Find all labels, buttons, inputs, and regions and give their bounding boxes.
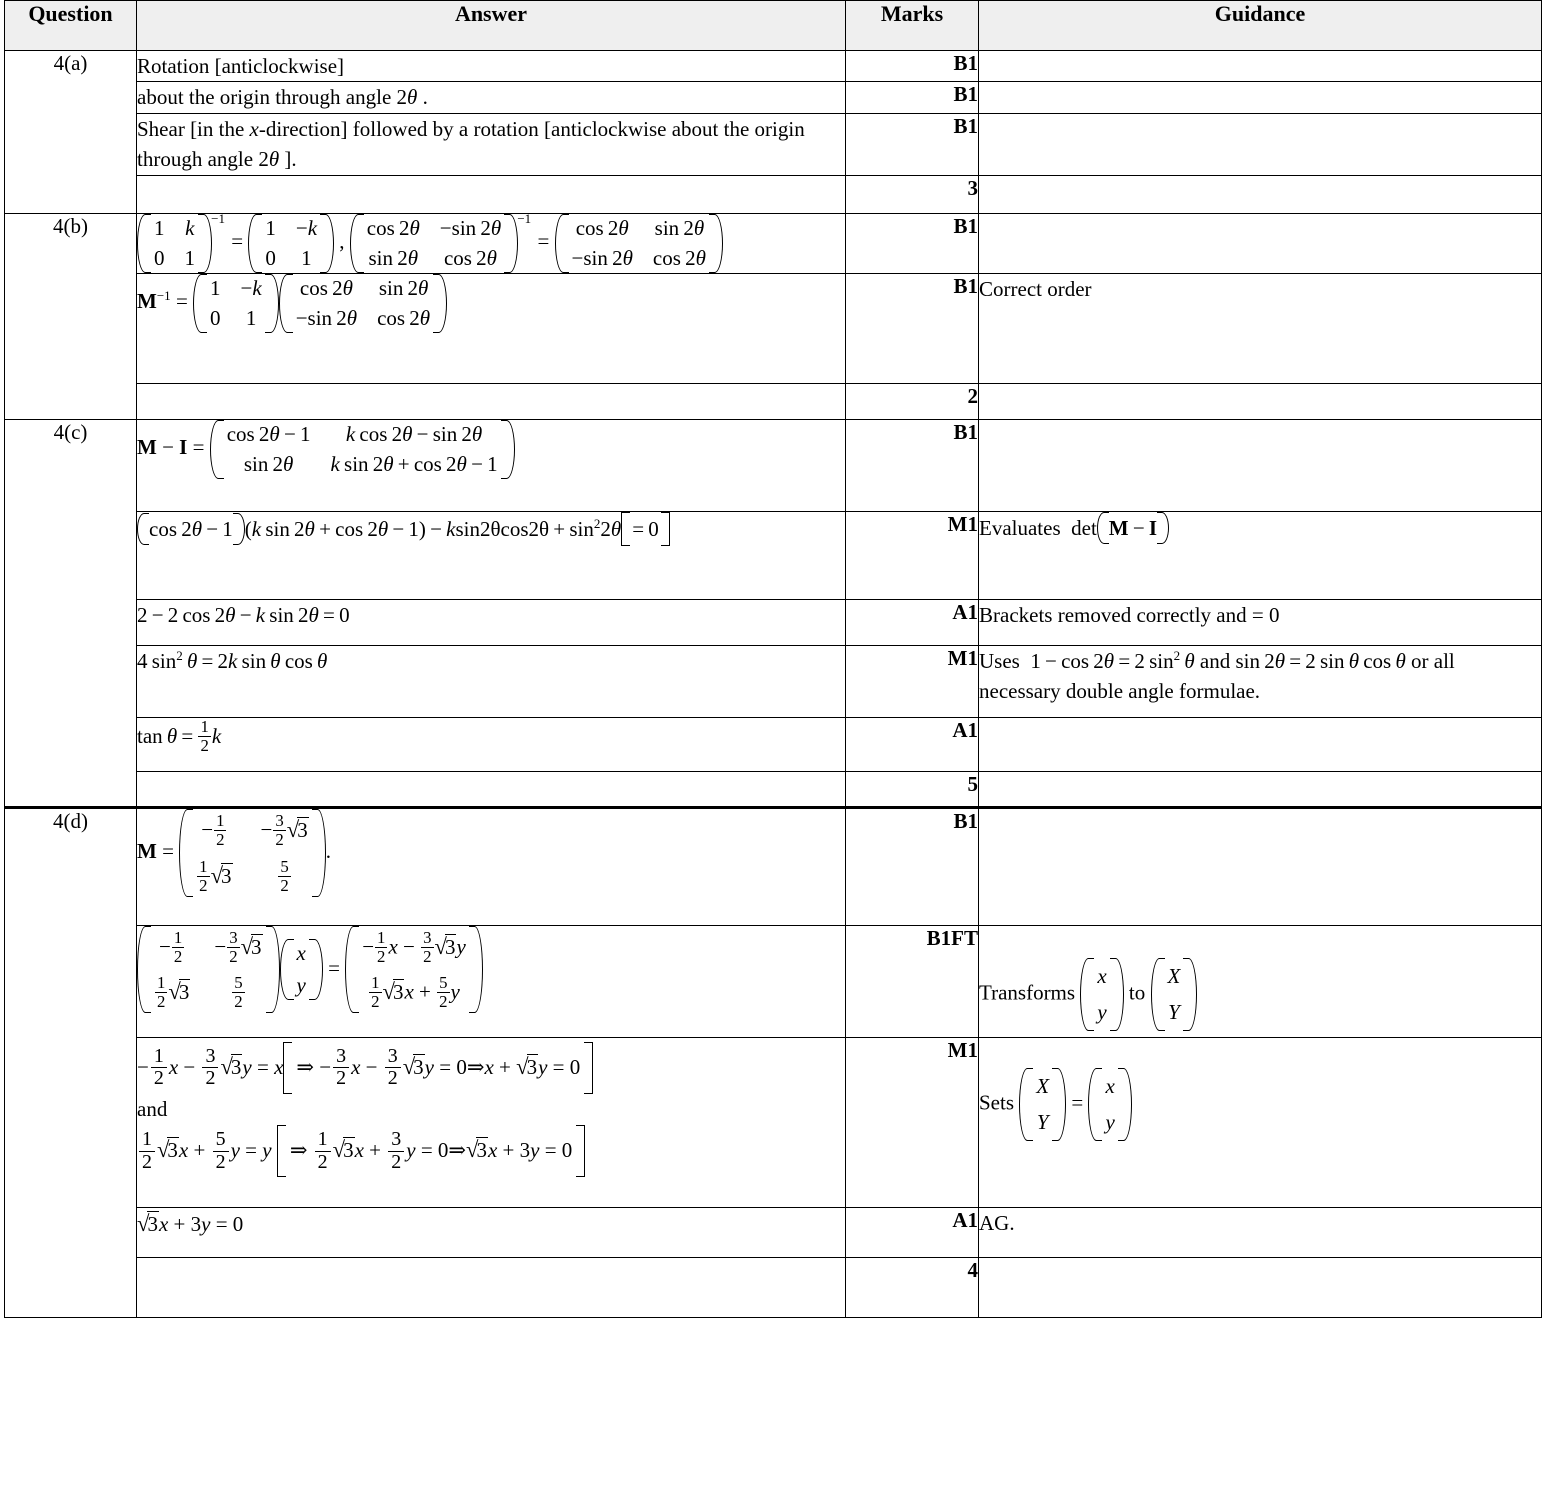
question-label-4c: 4(c): [5, 419, 137, 807]
guidance-text-sets: Sets: [979, 1090, 1015, 1115]
marks-cell: B1: [846, 273, 979, 383]
marks-cell: M1: [846, 1037, 979, 1207]
table-row-total: [5, 1257, 1542, 1317]
matrix-vector-product: − $\frac{1}{2}$ − $\frac{3}{2}$ √3 $\frac{1}{2}$ √3 $\frac{5}{2}$ x y = − $\frac{1}{2}$ x − $\frac{3}{2}$ √3y $\frac{1}{2}$ √3x + $\frac{5}{2}$ y: [137, 956, 483, 980]
table-row: [5, 1207, 1542, 1257]
guidance-cell: [979, 771, 1542, 807]
answer-cell: [137, 645, 846, 717]
guidance-cell: [979, 383, 1542, 419]
answer-cell: [137, 511, 846, 599]
answer-cell: [137, 419, 846, 511]
guidance-cell: [979, 213, 1542, 273]
determinant-expansion: cos 2θ − 1 (k $\sin 2\theta + \cos 2\theta - 1) - ksin2\theta\cos 2\theta + \sin^22\theta = 0$: [137, 517, 670, 541]
guidance-cell: Uses 1 − cos 2θ = 2 $\sin^2 \theta$ and sin 2θ = 2 sin θ cos θ or all necessary double angle formulae.: [979, 645, 1542, 717]
answer-cell: [137, 273, 846, 383]
simplified-equation: 2 − 2 cos 2θ − k sin 2θ = 0: [137, 602, 350, 627]
marks-cell: B1FT: [846, 925, 979, 1037]
column-header-question: Question: [5, 1, 137, 51]
marks-cell: B1: [846, 51, 979, 82]
matrix-inverse-identities: 1 k 0 1 −1 = 1 −k 0 1 , cos 2θ −sin 2θ sin 2θ cos 2θ −1 = cos 2θ sin 2θ −sin 2θ cos 2θ: [137, 229, 723, 253]
m-minus-i-matrix: M − I = cos 2θ − 1 k cos 2θ − sin 2θ sin 2θ k sin 2θ + cos 2θ − 1: [137, 435, 515, 459]
marks-cell: A1: [846, 599, 979, 645]
column-header-guidance: Guidance: [979, 1, 1542, 51]
guidance-cell: Sets X Y = x y: [979, 1037, 1542, 1207]
marks-cell: B1: [846, 113, 979, 175]
guidance-cell: Transforms x y to X Y: [979, 925, 1542, 1037]
table-row: [5, 51, 1542, 82]
answer-cell: [137, 383, 846, 419]
final-answer-equation: √3x + 3y = 0: [137, 1210, 244, 1236]
tan-theta-result: tan θ = $\frac{1}{2}$ k: [137, 716, 222, 755]
answer-text: Rotation [anticlockwise]: [137, 54, 345, 78]
answer-text-prefix: Shear [in the: [137, 116, 250, 141]
table-row: [5, 113, 1542, 175]
answer-cell: [137, 717, 846, 771]
equation-second-component: $\frac{1}{2}$ √3x + $\frac{5}{2}$ y = y ⇒ $\frac{1}{2}$ √3x + $\frac{3}{2}$ y = 0⇒√3x + 3y = 0: [137, 1125, 845, 1177]
answer-cell: [137, 599, 846, 645]
table-header-row: [5, 1, 1542, 51]
table-row-total: [5, 383, 1542, 419]
table-row: [5, 419, 1542, 511]
table-row: [5, 717, 1542, 771]
answer-cell: [137, 51, 846, 82]
table-row: [5, 1037, 1542, 1207]
guidance-cell: Brackets removed correctly and = 0: [979, 599, 1542, 645]
table-row: [5, 807, 1542, 925]
guidance-cell: [979, 1257, 1542, 1317]
marks-cell: A1: [846, 717, 979, 771]
marks-cell: B1: [846, 807, 979, 925]
marks-cell: M1: [846, 645, 979, 717]
guidance-cell: [979, 717, 1542, 771]
table-row: [5, 925, 1542, 1037]
table-row: [5, 273, 1542, 383]
m-inverse-product: $M^{-1}$ = 1 −k 0 1 cos 2θ sin 2θ −sin 2θ cos 2θ: [137, 289, 447, 313]
question-label-4d: 4(d): [5, 807, 137, 1317]
guidance-text-to: to: [1128, 980, 1146, 1005]
conjunction-and: and: [137, 1097, 168, 1122]
guidance-cell: [979, 419, 1542, 511]
column-header-marks: Marks: [846, 1, 979, 51]
answer-text-suffix: .: [417, 85, 428, 110]
table-row: [5, 213, 1542, 273]
table-row: [5, 645, 1542, 717]
question-label-4a: 4(a): [5, 51, 137, 214]
answer-cell: [137, 210, 846, 273]
guidance-text-transforms: Transforms: [979, 980, 1076, 1005]
total-marks-4b: 2: [846, 383, 979, 419]
equation-first-component: − $\frac{1}{2}$ x − $\frac{3}{2}$ √3y = x ⇒ − $\frac{3}{2}$ x − $\frac{3}{2}$ √3y = 0⇒x + √3y = 0: [137, 1042, 845, 1094]
mark-scheme-table: [4, 0, 1542, 1318]
guidance-text: Evaluates: [979, 515, 1061, 540]
marks-cell: B1: [846, 82, 979, 113]
table-row: [5, 82, 1542, 113]
answer-text-prefix: about the origin through angle: [137, 85, 397, 110]
guidance-cell: [979, 807, 1542, 925]
answer-cell: [137, 1257, 846, 1317]
column-header-answer: Answer: [137, 1, 846, 51]
guidance-cell: [979, 82, 1542, 113]
guidance-cell: Correct order: [979, 273, 1542, 383]
answer-cell: [137, 925, 846, 1037]
guidance-cell: [979, 51, 1542, 82]
answer-text-suffix: ].: [279, 147, 297, 172]
question-label-4b: 4(b): [5, 213, 137, 419]
guidance-text-tail: or all necessary double angle formulae.: [979, 648, 1455, 704]
answer-cell: Shear [in the x-direction] followed by a rotation [anticlockwise about the origin through angle 2θ ].: [137, 113, 846, 175]
table-row: [5, 599, 1542, 645]
table-row-total: [5, 771, 1542, 807]
table-row: [5, 511, 1542, 599]
answer-cell: about the origin through angle 2θ .: [137, 82, 846, 113]
answer-cell: [137, 807, 846, 925]
answer-text-middle: -direction] followed by a rotation [anticlockwise about the origin through angle: [137, 116, 805, 172]
total-marks-4c: 5: [846, 771, 979, 807]
marks-cell: B1: [846, 213, 979, 273]
marks-cell: B1: [846, 419, 979, 511]
answer-cell: [137, 1037, 846, 1207]
guidance-text-uses: Uses: [979, 648, 1020, 673]
marks-cell: A1: [846, 1207, 979, 1257]
guidance-cell: AG.: [979, 1207, 1542, 1257]
guidance-cell: [979, 113, 1542, 175]
table-row-total: [5, 175, 1542, 213]
variable-x: x: [249, 116, 259, 141]
answer-cell: [137, 175, 846, 213]
total-marks-4d: 4: [846, 1257, 979, 1317]
answer-cell: [137, 771, 846, 807]
double-angle-equation: 4 $\sin^2 \theta = 2k$ sin θ cos θ: [137, 647, 328, 673]
guidance-text-and: and: [1199, 648, 1231, 673]
guidance-cell: [979, 175, 1542, 213]
guidance-cell: Evaluates det M − I: [979, 511, 1542, 599]
answer-cell: [137, 1207, 846, 1257]
matrix-m-definition: M = − $\frac{1}{2}$ − $\frac{3}{2}$ √3 $\frac{1}{2}$ √3 $\frac{5}{2}$ .: [137, 839, 331, 863]
marks-cell: M1: [846, 511, 979, 599]
total-marks-4a: 3: [846, 175, 979, 213]
